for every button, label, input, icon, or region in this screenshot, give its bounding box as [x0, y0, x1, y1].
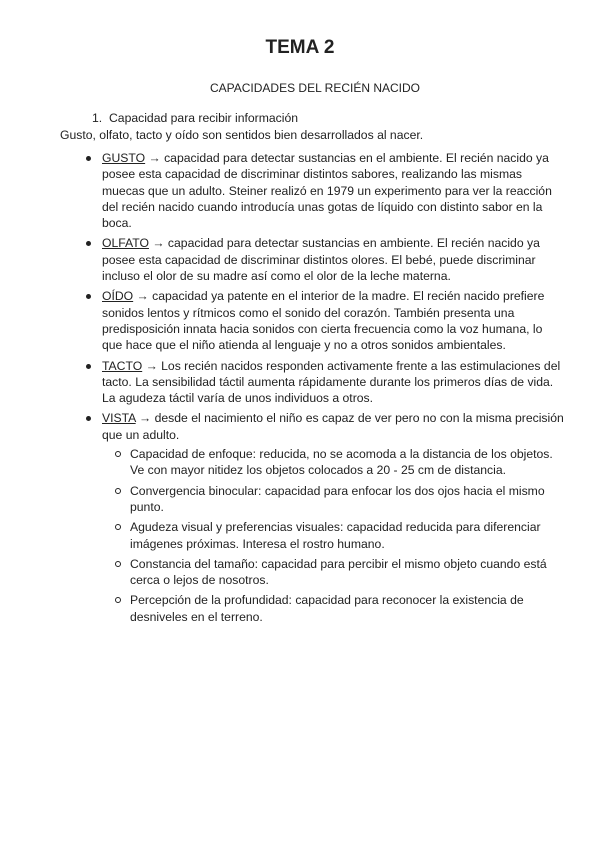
description-vista: → desde el nacimiento el niño es capaz de ver pero no con la misma precisión que un adulto.	[102, 411, 564, 442]
subitem-constancia: Constancia del tamaño: capacidad para percibir el mismo objeto cuando está cerca o lejos de nosotros.	[130, 556, 564, 589]
list-item-vista	[102, 410, 564, 625]
intro-paragraph: Gusto, olfato, tacto y oído son sentidos bien desarrollados al nacer.	[60, 128, 424, 142]
vista-subitems-list	[102, 446, 564, 625]
list-item-gusto	[102, 150, 564, 231]
list-item-tacto	[102, 358, 564, 407]
term-oido: OÍDO	[102, 289, 134, 304]
list-item-oido	[102, 288, 564, 353]
term-vista: VISTA	[102, 411, 136, 426]
subitem-convergencia: Convergencia binocular: capacidad para enfocar los dos ojos hacia el mismo punto.	[130, 483, 564, 516]
subitem-agudeza: Agudeza visual y preferencias visuales: capacidad reducida para diferenciar imágenes próximas. Interesa el rostro humano.	[130, 519, 564, 552]
section-heading	[92, 110, 298, 126]
term-gusto: GUSTO	[102, 151, 146, 165]
page-subtitle: CAPACIDADES DEL RECIÉN NACIDO	[209, 81, 421, 95]
subitem-profundidad: Percepción de la profundidad: capacidad para reconocer la existencia de desniveles en el terreno.	[130, 592, 564, 625]
page-title: TEMA 2	[265, 37, 335, 58]
description-olfato: → capacidad para detectar sustancias en ambiente. El recién nacido ya posee esta capacidad de discriminar distintos olores. El bebé, puede discriminar incluso el olor de su madre así como el olor de la leche materna.	[102, 236, 540, 284]
subitem-enfoque: Capacidad de enfoque: reducida, no se acomoda a la distancia de los objetos. Ve con mayor nitidez los objetos colocados a 20 - 25 cm de distancia.	[130, 446, 564, 479]
term-olfato: OLFATO	[102, 236, 149, 251]
term-tacto: TACTO	[102, 358, 143, 373]
list-item-olfato	[102, 235, 564, 284]
section-heading-text: Capacidad para recibir información	[109, 111, 299, 125]
section-number: 1.	[92, 111, 103, 125]
senses-list	[102, 150, 564, 629]
description-gusto: → capacidad para detectar sustancias en el ambiente. El recién nacido ya posee esta capacidad de discriminar distintos sabores, realizando las mismas muecas que un adulto. Steiner realizó en 1979 un experimento para ver la reacción del recién nacido cuando introducía unas gotas de líquido con distinto sabor en la boca.	[102, 151, 552, 231]
description-oido: → capacidad ya patente en el interior de la madre. El recién nacido prefiere sonidos lentos y rítmicos como el sonido del corazón. También presenta una predisposición innata hacia sonidos con cierta frecuencia como la voz humana, lo que hace que el niño atienda al lenguaje y no a otros sonidos ambientales.	[102, 289, 545, 353]
description-tacto: → Los recién nacidos responden activamente frente a las estimulaciones del tacto. La sensibilidad táctil aumenta rápidamente durante los primeros días de vida. La agudeza táctil varía de unos individuos a otros.	[102, 358, 561, 406]
